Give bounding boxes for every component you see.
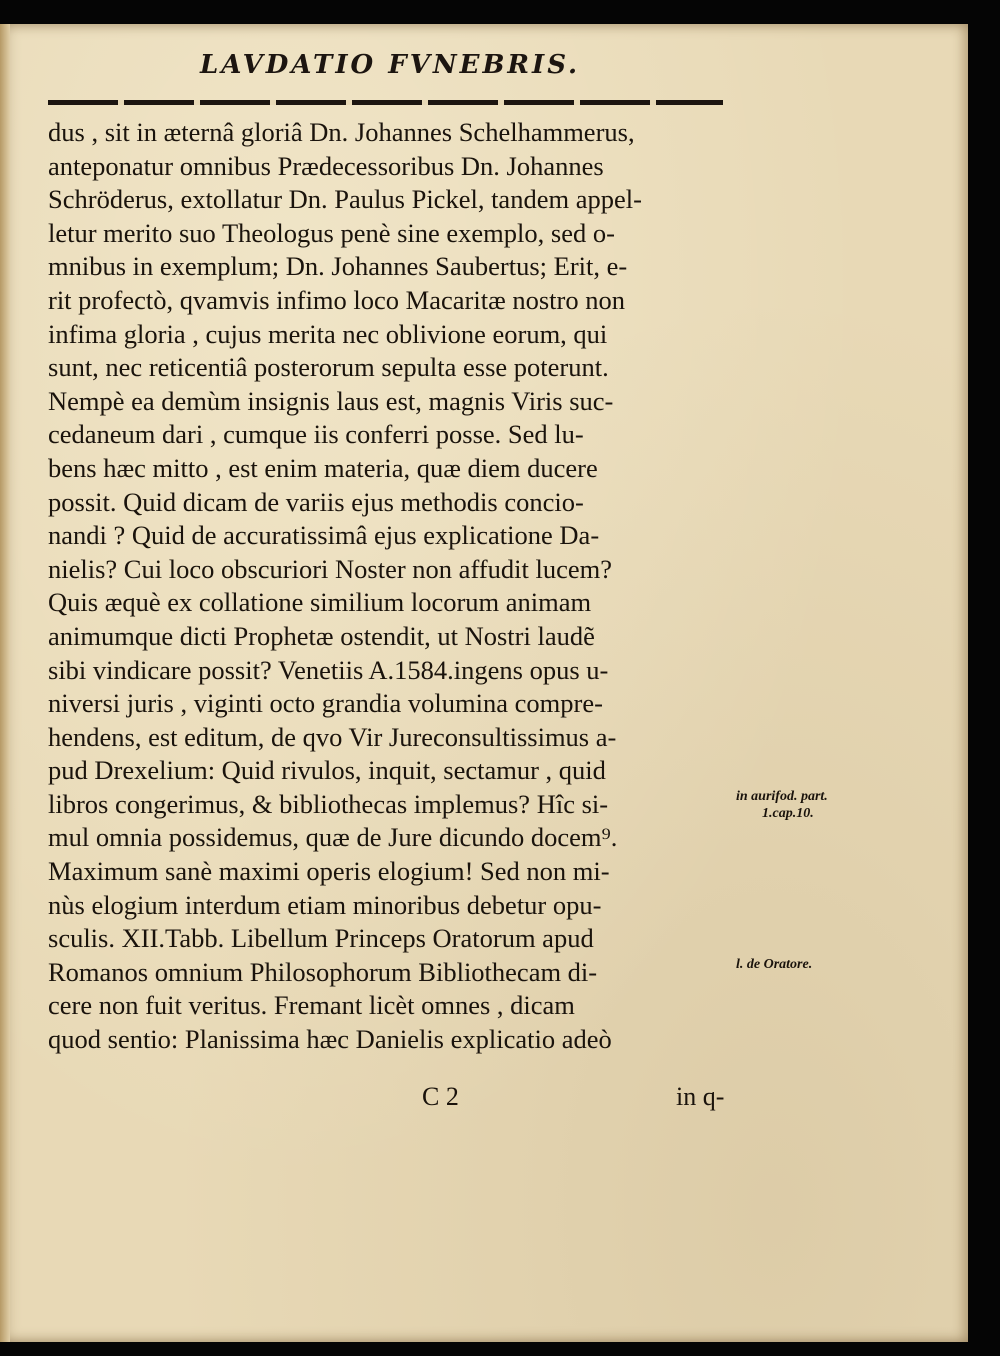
text-line: hendens, est editum, de qvo Vir Jureconsultissimus a-: [48, 721, 617, 752]
text-line: nandi ? Quid de accuratissimâ ejus explicatione Da-: [48, 520, 600, 551]
text-line: nùs elogium interdum etiam minoribus debetur opu-: [48, 889, 602, 920]
text-line: sculis. XII.Tabb. Libellum Princeps Oratorum apud: [48, 923, 594, 954]
text-line: possit. Quid dicam de variis ejus methodis concio-: [48, 486, 584, 517]
text-line: pud Drexelium: Quid rivulos, inquit, sectamur , quid: [48, 755, 606, 786]
header-rule: [48, 100, 723, 105]
text-line: quod sentio: Planissima hæc Danielis explicatio adeò: [48, 1024, 612, 1055]
text-line: Nempè ea demùm insignis laus est, magnis Viris suc-: [48, 385, 614, 416]
body-text: [48, 116, 738, 1057]
text-line: letur merito suo Theologus penè sine exemplo, sed o-: [48, 217, 615, 248]
text-line: bens hæc mitto , est enim materia, quæ diem ducere: [48, 452, 598, 483]
text-line: mul omnia possidemus, quæ de Jure dicundo docem⁹.: [48, 822, 618, 853]
running-head: LAVDATIO FVNEBRIS.: [200, 50, 581, 80]
text-line: Schröderus, extollatur Dn. Paulus Pickel, tandem appel-: [48, 184, 642, 215]
margin-note-line: l. de Oratore.: [736, 957, 813, 972]
catchword: in q-: [676, 1082, 725, 1111]
margin-note-aurifod: [736, 788, 828, 822]
text-line: rit profectò, qvamvis infimo loco Macaritæ nostro non: [48, 284, 625, 315]
margin-note-de-oratore: [736, 956, 812, 973]
margin-note-line: in aurifod. part.: [736, 789, 828, 804]
text-line: dus , sit in æternâ gloriâ Dn. Johannes Schelhammerus,: [48, 117, 635, 147]
margin-note-line: 1.cap.10.: [762, 806, 814, 821]
text-line: mnibus in exemplum; Dn. Johannes Saubertus; Erit, e-: [48, 251, 628, 282]
text-line: Maximum sanè maximi operis elogium! Sed non mi-: [48, 856, 610, 887]
text-line: Quis æquè ex collatione similium locorum animam: [48, 587, 592, 618]
text-line: niversi juris , viginti octo grandia volumina compre-: [48, 688, 603, 719]
text-line: cere non fuit veritus. Fremant licèt omnes , dicam: [48, 990, 575, 1021]
text-line: cedaneum dari , cumque iis conferri posse. Sed lu-: [48, 419, 584, 450]
text-line: infima gloria , cujus merita nec oblivione eorum, qui: [48, 318, 608, 349]
text-line: anteponatur omnibus Prædecessoribus Dn. Johannes: [48, 150, 604, 181]
signature-mark: C 2: [422, 1082, 459, 1111]
text-line: animumque dicti Prophetæ ostendit, ut Nostri laudẽ: [48, 620, 595, 651]
text-line: nielis? Cui loco obscuriori Noster non affudit lucem?: [48, 553, 612, 584]
page-gutter-shadow: [0, 24, 10, 1342]
text-line: Romanos omnium Philosophorum Bibliothecam di-: [48, 956, 598, 987]
text-line: sibi vindicare possit? Venetiis A.1584.ingens opus u-: [48, 654, 609, 685]
text-line: libros congerimus, & bibliothecas implemus? Hîc si-: [48, 788, 609, 819]
text-line: sunt, nec reticentiâ posterorum sepulta esse poterunt.: [48, 352, 609, 383]
